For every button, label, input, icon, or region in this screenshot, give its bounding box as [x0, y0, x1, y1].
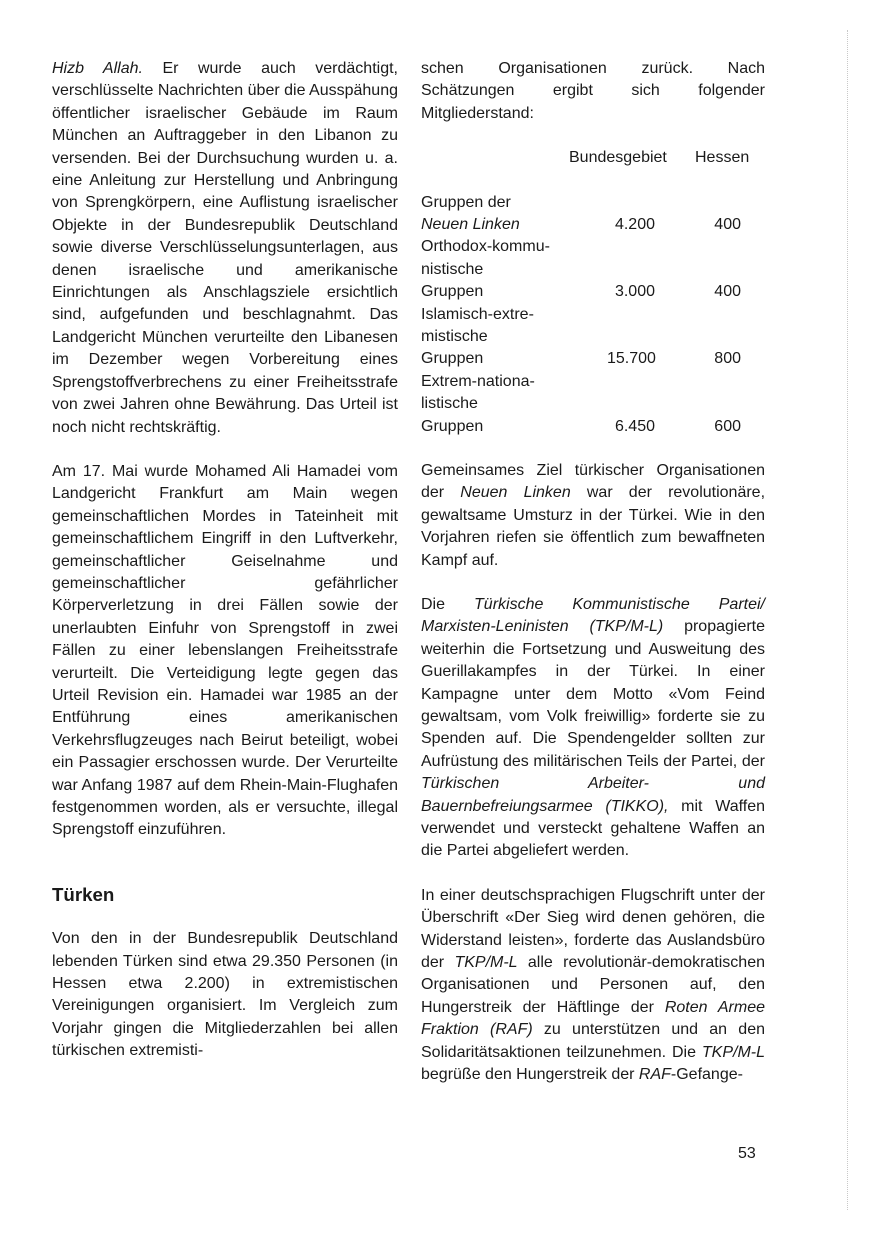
paragraph-hamadei — [52, 461, 398, 842]
italic-text-run: TKP/M-L — [454, 954, 518, 972]
group-label: Gruppen — [421, 417, 484, 435]
text-run: alle revolutionär-demokratischen Organisationen und Personen auf, den Hungerstreik der Häftlinge der — [421, 954, 765, 1016]
italic-text-run: Türkischen Arbeiter- und Bauernbefreiungsarmee (TIKKO), — [421, 775, 765, 815]
table-row — [421, 304, 765, 326]
group-label: Gruppen — [421, 283, 484, 301]
text-run: Er wurde auch verdächtigt, verschlüsselte Nachrichten über die Ausspähung öffentlicher israelischer Gebäude im Raum München an Auftraggeber in den Libanon zu versenden. Bei der Durchsuchung wurden u. a. eine Anleitung zur Herstellung und Anbringung von Sprengkörpern, eine Auflistung israelischer Objekte in der Bundesrepublik Deutschland sowie diverse Verschlüsselungsunterlagen, aus denen israelische und amerikanische Einrichtungen als Anschlagsziele ersichtlich sind, aufgefunden und beschlagnahmt. Das Landgericht München verurteilte den Libanesen im Dezember wegen Vorbereitung eines Sprengstoffverbrechens zu einer Freiheitsstrafe von zwei Jahren ohne Bewährung. Das Urteil ist noch nicht rechtskräftig. — [52, 60, 398, 436]
value-bundesgebiet: 4.200 — [614, 216, 655, 233]
text-run: mit Waffen verwendet und versteckt gehaltene Waffen an die Partei abgeliefert werden. — [421, 797, 765, 860]
value-hessen: 400 — [714, 283, 741, 301]
table-row — [421, 348, 765, 370]
value-hessen: 800 — [714, 350, 741, 368]
table-row — [421, 393, 765, 415]
group-label: nistische — [421, 260, 484, 278]
table-row — [421, 281, 765, 303]
text-run: In einer deutschsprachigen Flugschrift unter der Überschrift «Der Sieg wird denen gehören, die Widerstand leisten», forderte das Auslandsbüro der — [421, 886, 765, 972]
italic-text-run: TKP/M-L — [701, 1043, 765, 1061]
italic-text-run: Roten Armee Fraktion (RAF) — [421, 998, 766, 1039]
membership-table-body — [421, 192, 765, 438]
text-run: war der revolutionäre, gewaltsame Umsturz in der Türkei. Wie in den Vorjahren riefen sie öffentlich zum bewaffneten Kampf auf. — [421, 484, 766, 569]
text-run: Von den in der Bundesrepublik Deutschland lebenden Türken sind etwa 29.350 Personen (in Hessen etwa 2.200) in extremistischen Vereinigungen organisiert. Im Vergleich zum Vorjahr gingen die Mitgliederzahlen bei allen türkischen extremisti- — [52, 930, 398, 1060]
italic-text-run: Hizb Allah. — [52, 60, 143, 77]
value-hessen: 600 — [714, 417, 741, 435]
group-label: Islamisch-extre- — [421, 305, 534, 323]
italic-text-run: Neuen Linken — [460, 484, 571, 502]
value-bundesgebiet: 6.450 — [614, 417, 655, 435]
group-label: Neuen Linken — [421, 216, 520, 233]
table-row — [421, 326, 765, 348]
text-run: Die — [421, 595, 475, 613]
group-label: mistische — [421, 327, 488, 345]
header-bundesgebiet: Bundesgebiet — [569, 149, 667, 167]
value-bundesgebiet: 15.700 — [607, 350, 656, 368]
header-hessen: Hessen — [695, 149, 750, 167]
group-label: Gruppen der — [421, 193, 511, 211]
text-run: schen Organisationen zurück. Nach Schätzungen ergibt sich folgender Mitgliederstand: — [421, 60, 765, 122]
table-row — [421, 214, 765, 236]
table-row — [421, 259, 765, 281]
group-label: Extrem-nationa- — [421, 372, 535, 390]
paragraph-flugschrift — [421, 885, 765, 1087]
text-run: propagierte weiterhin die Fortsetzung und Ausweitung des Guerillakampfes in der Türkei. In einer Kampagne unter dem Motto «Vom Feind gewaltsam, vom Volk freiwillig» forderte sie zu Spenden auf. Die Spendengelder sollten zur Aufrüstung des militärischen Teils der Partei, der — [421, 618, 766, 770]
text-run: begrüße den Hungerstreik der — [421, 1066, 639, 1084]
group-label: Orthodox-kommu- — [421, 238, 550, 256]
left-column — [52, 58, 398, 1063]
text-run: zu unterstützen und an den Solidaritätsaktionen teilzunehmen. Die — [421, 1021, 765, 1061]
group-label: listische — [421, 395, 478, 413]
text-run: Am 17. Mai wurde Mohamed Ali Hamadei vom Landgericht Frankfurt am Main wegen gemeinschaftlichen Mordes in Tateinheit mit gemeinschaftlichem Eingriff in den Luftverkehr, gemeinschaftlicher Geiselnahme und gemeinschaftlicher gefährlicher Körperverletzung in drei Fällen sowie der unerlaubten Einfuhr von Sprengstoff in zwei Fällen zu einer lebenslangen Freiheitsstrafe verurteilt. Die Verteidigung legte gegen das Urteil Revision ein. Hamadei war 1985 an der Entführung eines amerikanischen Verkehrsflugzeuges nach Beirut beteiligt, wobei ein Passagier erschossen wurde. Der Verurteilte war Anfang 1987 auf dem Rhein-Main-Flughafen festgenommen worden, als er versuchte, illegal Sprengstoff einzuführen. — [52, 462, 398, 839]
italic-text-run: Türkische Kommunistische Partei/ Marxisten-Leninisten (TKP/M-L) — [421, 595, 765, 636]
section-heading-tuerken: Türken — [52, 883, 115, 905]
text-run: -Gefange- — [670, 1066, 743, 1084]
scan-edge-marks — [847, 30, 849, 1210]
paragraph-gemeinsames-ziel — [421, 460, 765, 572]
membership-table-header — [421, 147, 765, 169]
right-column — [421, 58, 765, 1086]
table-row — [421, 236, 765, 258]
group-label: Gruppen — [421, 350, 484, 368]
membership-table — [421, 147, 765, 438]
table-row — [421, 416, 765, 438]
paragraph-continuation — [421, 58, 765, 125]
page-number: 53 — [738, 1145, 756, 1162]
italic-text-run: RAF — [638, 1066, 671, 1084]
text-run: Gemeinsames Ziel türkischer Organisationen der — [421, 461, 765, 502]
paragraph-hizb-allah — [52, 58, 398, 439]
paragraph-tkp-ml — [421, 594, 765, 863]
table-row — [421, 192, 765, 214]
table-row — [421, 371, 765, 393]
value-hessen: 400 — [714, 216, 741, 233]
value-bundesgebiet: 3.000 — [614, 283, 655, 301]
paragraph-tuerken-intro — [52, 928, 398, 1062]
